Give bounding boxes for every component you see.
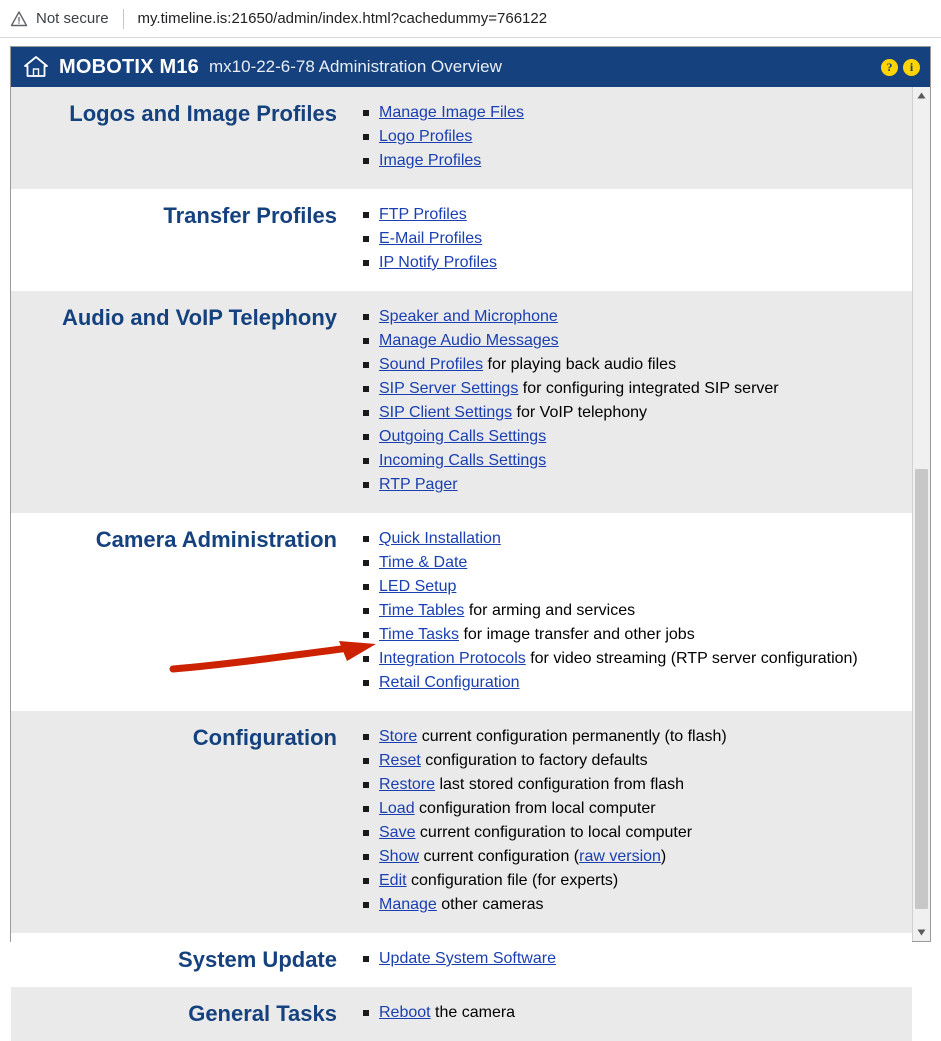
link-list — [357, 307, 912, 495]
link-list — [357, 529, 912, 693]
scroll-down-arrow-icon[interactable] — [913, 924, 930, 941]
list-item — [379, 553, 912, 573]
list-item — [379, 103, 912, 123]
list-item-tail: current configuration to local computer — [415, 824, 693, 841]
list-item — [379, 673, 912, 693]
list-item — [379, 727, 912, 747]
vertical-scrollbar[interactable] — [912, 87, 930, 941]
list-item — [379, 601, 912, 621]
content-area — [11, 87, 930, 1026]
help-icon[interactable]: ? — [881, 59, 898, 76]
link-list — [357, 1003, 912, 1023]
list-item-tail: configuration from local computer — [414, 800, 656, 817]
section-camera-administration — [11, 513, 912, 711]
list-item-tail: the camera — [430, 1004, 516, 1021]
list-item — [379, 379, 912, 399]
list-item — [379, 799, 912, 819]
list-item — [379, 451, 912, 471]
section-configuration — [11, 711, 912, 933]
list-item — [379, 529, 912, 549]
link-list — [357, 949, 912, 969]
list-item — [379, 949, 912, 969]
section-title: Audio and VoIP Telephony — [61, 305, 337, 330]
section-title: Camera Administration — [95, 527, 337, 552]
link-list — [357, 205, 912, 273]
link-time-and-date[interactable]: Time & Date — [379, 554, 468, 571]
list-item-tail: for video streaming (RTP server configuration) — [525, 650, 858, 667]
list-item — [379, 127, 912, 147]
warning-triangle-icon — [10, 10, 28, 28]
section-body — [351, 947, 912, 973]
list-item-tail: for configuring integrated SIP server — [518, 380, 779, 397]
list-item-tail: for VoIP telephony — [512, 404, 648, 421]
titlebar-icons — [881, 59, 920, 76]
list-item-tail: configuration to factory defaults — [420, 752, 648, 769]
browser-url-bar — [0, 0, 941, 38]
link-raw-version[interactable]: raw version — [579, 848, 661, 865]
list-item — [379, 331, 912, 351]
list-item — [379, 307, 912, 327]
link-update-system-software[interactable]: Update System Software — [379, 950, 556, 967]
section-title: Logos and Image Profiles — [69, 101, 337, 126]
link-email-profiles[interactable]: E-Mail Profiles — [379, 230, 483, 247]
link-sip-client-settings[interactable]: SIP Client Settings — [379, 404, 513, 421]
link-sound-profiles[interactable]: Sound Profiles — [379, 356, 484, 373]
list-item-tail: current configuration ( — [419, 848, 580, 865]
section-body — [351, 305, 912, 499]
link-show[interactable]: Show — [379, 848, 420, 865]
list-item — [379, 229, 912, 249]
list-item — [379, 625, 912, 645]
link-time-tables[interactable]: Time Tables — [379, 602, 465, 619]
link-restore[interactable]: Restore — [379, 776, 436, 793]
link-incoming-calls-settings[interactable]: Incoming Calls Settings — [379, 452, 547, 469]
list-item — [379, 151, 912, 171]
link-outgoing-calls-settings[interactable]: Outgoing Calls Settings — [379, 428, 547, 445]
list-item — [379, 775, 912, 795]
section-body — [351, 101, 912, 175]
page-subtitle: mx10-22-6-78 Administration Overview — [209, 57, 502, 76]
list-item-tail: current configuration permanently (to flash) — [417, 728, 727, 745]
section-general-tasks — [11, 987, 912, 1041]
list-item — [379, 895, 912, 915]
list-item — [379, 427, 912, 447]
link-reset[interactable]: Reset — [379, 752, 421, 769]
list-item — [379, 403, 912, 423]
link-logo-profiles[interactable]: Logo Profiles — [379, 128, 473, 145]
link-quick-installation[interactable]: Quick Installation — [379, 530, 501, 547]
home-icon[interactable] — [23, 55, 49, 79]
section-body — [351, 527, 912, 697]
list-item — [379, 205, 912, 225]
link-speaker-and-microphone[interactable]: Speaker and Microphone — [379, 308, 558, 325]
link-image-profiles[interactable]: Image Profiles — [379, 152, 482, 169]
sections-list — [11, 87, 912, 1026]
section-title: Transfer Profiles — [163, 203, 337, 228]
link-ip-notify-profiles[interactable]: IP Notify Profiles — [379, 254, 497, 271]
link-time-tasks[interactable]: Time Tasks — [379, 626, 460, 643]
link-ftp-profiles[interactable]: FTP Profiles — [379, 206, 467, 223]
list-item — [379, 751, 912, 771]
brand-title: MOBOTIX M16 — [59, 55, 199, 78]
link-rtp-pager[interactable]: RTP Pager — [379, 476, 458, 493]
section-transfer-profiles — [11, 189, 912, 291]
list-item — [379, 823, 912, 843]
list-item-tail: configuration file (for experts) — [406, 872, 619, 889]
list-item — [379, 1003, 912, 1023]
link-save[interactable]: Save — [379, 824, 416, 841]
list-item — [379, 871, 912, 891]
link-list — [357, 727, 912, 915]
security-status-label: Not secure — [36, 10, 109, 27]
section-title: Configuration — [192, 725, 337, 750]
section-system-update — [11, 933, 912, 987]
link-manage-image-files[interactable]: Manage Image Files — [379, 104, 524, 121]
link-reboot[interactable]: Reboot — [379, 1004, 431, 1021]
link-load[interactable]: Load — [379, 800, 415, 817]
list-item-tail-2: ) — [660, 848, 667, 865]
section-audio-and-voip-telephony — [11, 291, 912, 513]
url-separator — [123, 9, 124, 29]
url-text[interactable]: my.timeline.is:21650/admin/index.html?cachedummy=766122 — [137, 10, 548, 27]
section-title: System Update — [178, 947, 337, 972]
link-led-setup[interactable]: LED Setup — [379, 578, 457, 595]
link-list — [357, 103, 912, 171]
list-item-tail: other cameras — [436, 896, 544, 913]
link-manage-audio-messages[interactable]: Manage Audio Messages — [379, 332, 559, 349]
list-item — [379, 475, 912, 495]
section-logos-and-image-profiles — [11, 87, 912, 189]
info-icon[interactable]: i — [903, 59, 920, 76]
camera-admin-page — [10, 46, 931, 1026]
list-item — [379, 355, 912, 375]
link-sip-server-settings[interactable]: SIP Server Settings — [379, 380, 519, 397]
list-item-tail: for arming and services — [464, 602, 636, 619]
link-edit[interactable]: Edit — [379, 872, 407, 889]
link-retail-configuration[interactable]: Retail Configuration — [379, 674, 520, 691]
section-body — [351, 203, 912, 277]
list-item-tail: last stored configuration from flash — [435, 776, 685, 793]
list-item-tail: for playing back audio files — [483, 356, 677, 373]
scrollbar-thumb[interactable] — [915, 469, 928, 909]
link-store[interactable]: Store — [379, 728, 418, 745]
list-item-tail: for image transfer and other jobs — [459, 626, 695, 643]
scroll-up-arrow-icon[interactable] — [913, 87, 930, 104]
list-item — [379, 649, 912, 669]
app-titlebar — [11, 47, 930, 87]
list-item — [379, 847, 912, 867]
section-title: General Tasks — [188, 1001, 337, 1026]
list-item — [379, 253, 912, 273]
section-body — [351, 1001, 912, 1027]
link-manage[interactable]: Manage — [379, 896, 437, 913]
link-integration-protocols[interactable]: Integration Protocols — [379, 650, 526, 667]
section-body — [351, 725, 912, 919]
list-item — [379, 577, 912, 597]
